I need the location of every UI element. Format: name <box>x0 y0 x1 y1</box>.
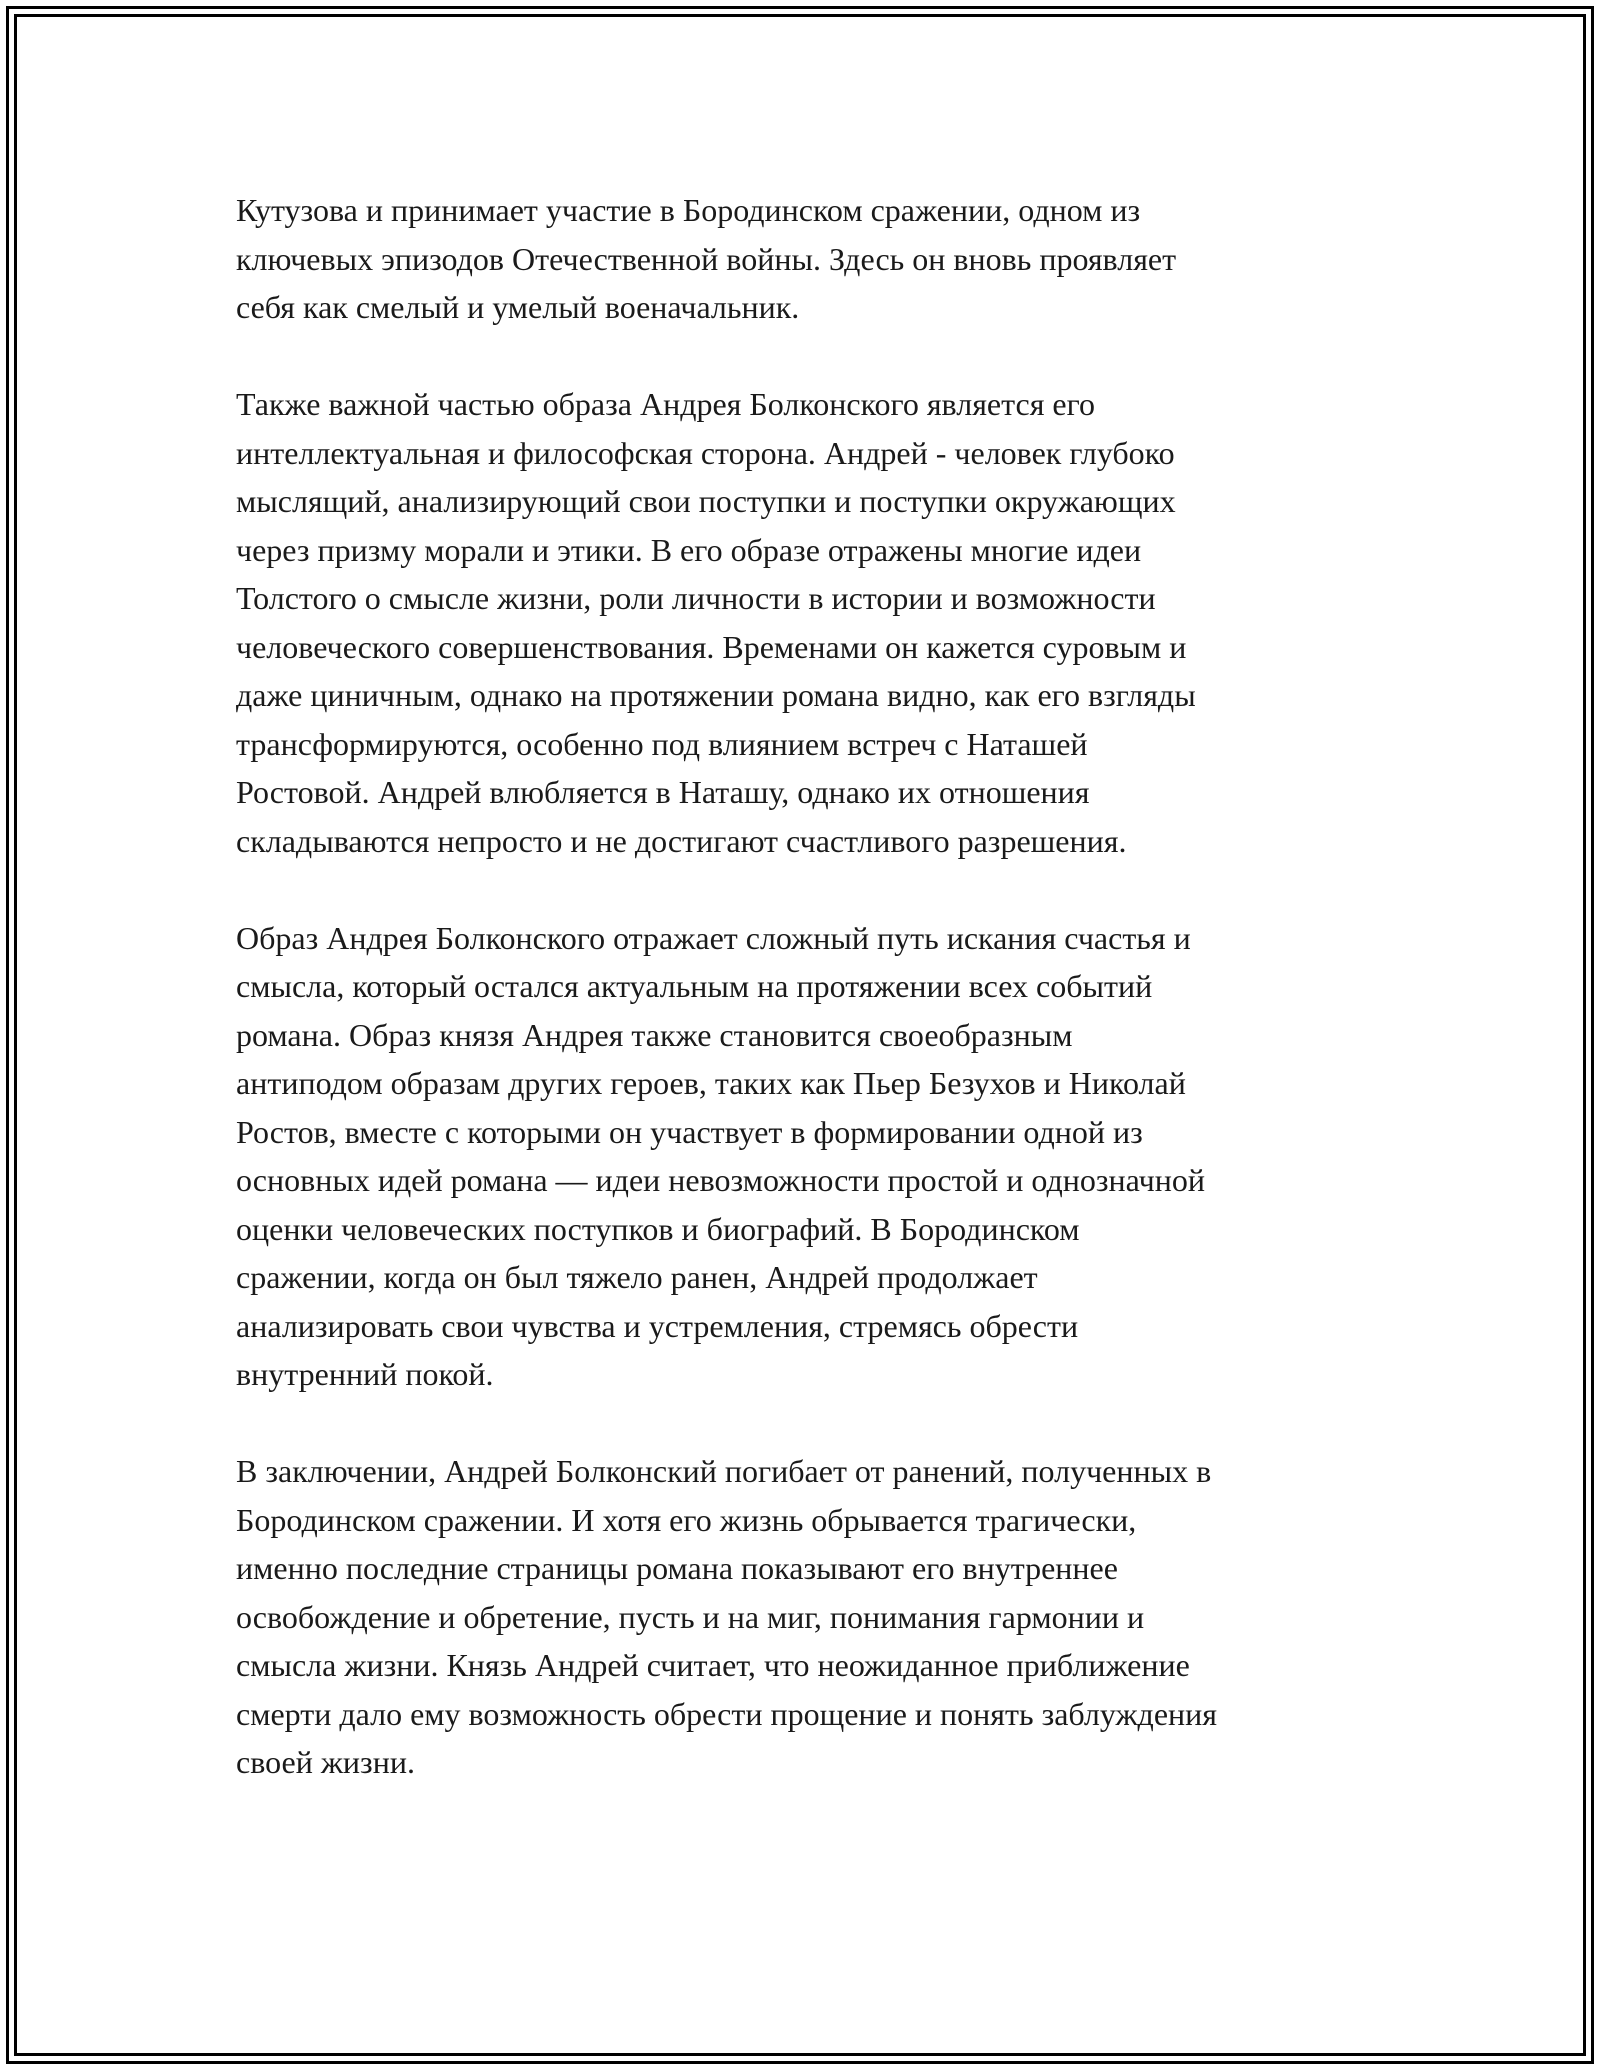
text-line: оценки человеческих поступков и биографий. В Бородинском <box>236 1210 1080 1247</box>
text-line: Также важной частью образа Андрея Болконского является его <box>236 386 1095 422</box>
text-line: человеческого совершенствования. Временами он кажется суровым и <box>236 628 1187 665</box>
paragraph <box>236 1447 1406 1787</box>
text-line: антиподом образам других героев, таких как Пьер Безухов и Николай <box>236 1065 1186 1101</box>
text-line: себя как смелый и умелый военачальник. <box>236 289 800 325</box>
text-line: именно последние страницы романа показывают его внутреннее <box>236 1550 1118 1586</box>
text-line: Толстого о смысле жизни, роли личности в истории и возможности <box>236 580 1156 616</box>
text-line: анализировать свои чувства и устремления, стремясь обрести <box>236 1307 1079 1344</box>
text-line: Ростов, вместе с которыми он участвует в формировании одной из <box>236 1113 1143 1150</box>
text-line: ключевых эпизодов Отечественной войны. Здесь он вновь проявляет <box>236 240 1177 277</box>
text-line: внутренний покой. <box>236 1356 494 1392</box>
text-line: смысла жизни. Князь Андрей считает, что неожиданное приближение <box>236 1647 1190 1683</box>
text-line: Бородинском сражении. И хотя его жизнь обрывается трагически, <box>236 1501 1137 1538</box>
document-body <box>236 186 1406 1787</box>
text-line: трансформируются, особенно под влиянием встреч с Наташей <box>236 725 1088 762</box>
text-line: мыслящий, анализирующий свои поступки и поступки окружающих <box>236 483 1176 519</box>
text-line: смерти дало ему возможность обрести прощение и понять заблуждения <box>236 1695 1217 1732</box>
text-line: сражении, когда он был тяжело ранен, Андрей продолжает <box>236 1259 1038 1295</box>
text-line: романа. Образ князя Андрея также становится своеобразным <box>236 1016 1073 1053</box>
text-line: смысла, который остался актуальным на протяжении всех событий <box>236 968 1153 1004</box>
text-line: интеллектуальная и философская сторона. Андрей - человек глубоко <box>236 434 1175 471</box>
text-line: Кутузова и принимает участие в Бородинском сражении, одном из <box>236 192 1141 228</box>
text-line: Ростовой. Андрей влюбляется в Наташу, однако их отношения <box>236 774 1090 810</box>
paragraph <box>236 914 1406 1399</box>
text-line: В заключении, Андрей Болконский погибает от ранений, полученных в <box>236 1453 1212 1489</box>
text-line: через призму морали и этики. В его образе отражены многие идеи <box>236 531 1142 568</box>
text-line: основных идей романа — идеи невозможности простой и однозначной <box>236 1162 1205 1198</box>
text-line: складываются непросто и не достигают счастливого разрешения. <box>236 822 1127 859</box>
text-line: освобождение и обретение, пусть и на миг, понимания гармонии и <box>236 1598 1145 1635</box>
text-line: даже циничным, однако на протяжении романа видно, как его взгляды <box>236 677 1196 713</box>
paragraph <box>236 380 1406 865</box>
text-line: Образ Андрея Болконского отражает сложный путь искания счастья и <box>236 919 1191 956</box>
text-line: своей жизни. <box>236 1744 415 1780</box>
paragraph <box>236 186 1406 332</box>
